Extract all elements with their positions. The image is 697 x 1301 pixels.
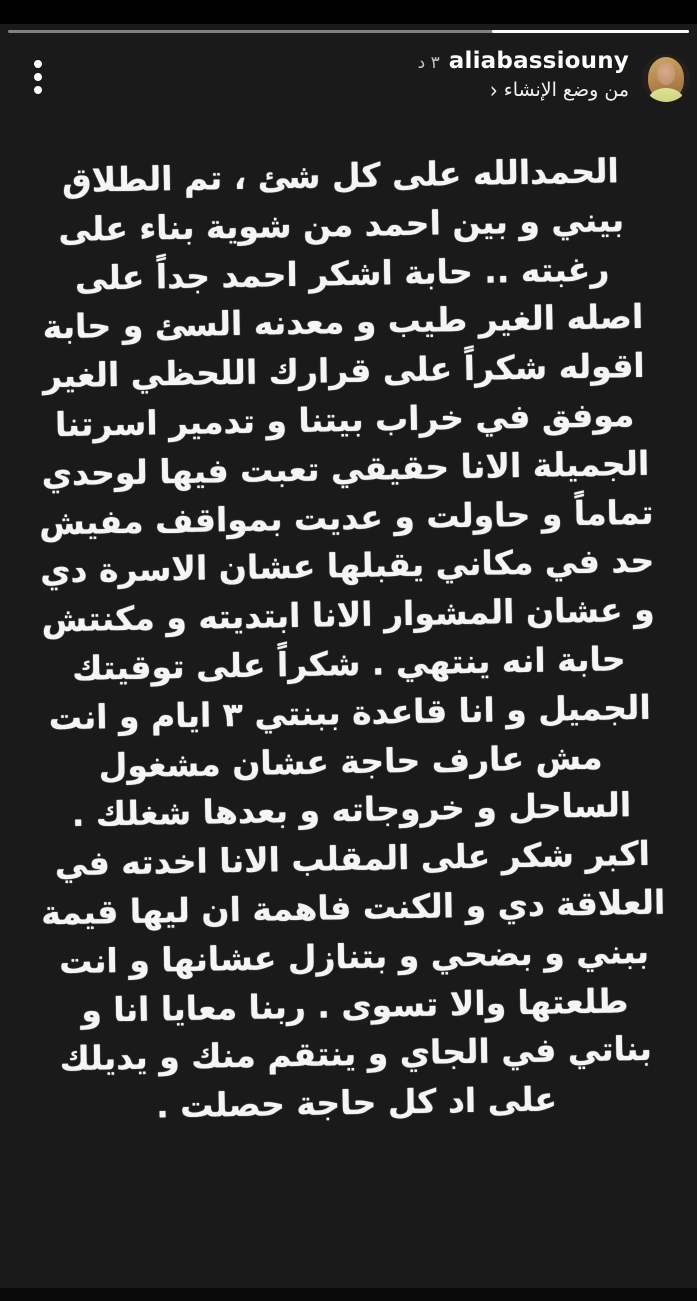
bottom-letterbox [0, 1288, 697, 1301]
story-text-line: موفق في خراب بيتنا و تدمير اسرتنا [54, 394, 635, 445]
story-text-line: اصله الغير طيب و معدنه السئ و حابة [42, 297, 644, 347]
story-text-line: الجميل و انا قاعدة ببنتي ٣ ايام و انت [48, 687, 652, 738]
story-text-line: حد في مكاني يقبلها عشان الاسرة دي [39, 541, 655, 591]
story-progress-bar [8, 30, 689, 33]
kebab-menu-icon [34, 86, 42, 94]
story-canvas[interactable] [0, 24, 697, 1301]
story-text-line: على اد كل حاجة حصلت . [155, 1079, 558, 1126]
story-text-line: الساحل و خروجاته و بعدها شغلك . [71, 785, 632, 835]
avatar[interactable] [642, 54, 690, 102]
chevron-left-icon: ‹ [489, 76, 498, 104]
story-text-line: و عشان المشوار الانا ابتديته و مكنتش [41, 589, 655, 640]
story-text-line: حابة انه ينتهي . شكراً على توقيتك [71, 639, 626, 688]
story-text-line: اكبر شكر على المقلب الانا اخدته في [54, 833, 651, 884]
kebab-menu-icon [34, 60, 42, 68]
story-text-line: الجميلة الانا حقيقي تعبت فيها لوحدي [41, 443, 650, 494]
more-options-button[interactable] [31, 60, 45, 94]
source-label-button[interactable] [418, 76, 629, 104]
story-text-line: بناتي في الجاي و ينتقم منك و يديلك [59, 1029, 653, 1079]
story-text-line: العلاقة دي و الكنت فاهمة ان ليها قيمة [40, 882, 666, 933]
story-progress-fill [492, 30, 689, 33]
story-text-line: اقوله شكراً على قرارك اللحظي الغير [42, 345, 646, 396]
story-text-line: طلعتها والا تسوى . ربنا معايا انا و [80, 980, 629, 1030]
avatar-art-face [657, 62, 675, 85]
kebab-menu-icon [34, 73, 42, 81]
story-text-line: بيني و بين احمد من شوية بناء على [58, 199, 625, 249]
username-row [418, 48, 629, 74]
story-timestamp: ٣ د [417, 53, 440, 73]
story-text-line: الحمدالله على كل شئ ، تم الطلاق [61, 151, 620, 200]
story-text-line: رغبته .. حابة اشكر احمد جداً على [74, 248, 610, 298]
story-text-line: تماماً و حاولت و عديت بمواقف مفيش [38, 492, 654, 542]
username[interactable]: aliabassiouny [448, 48, 629, 74]
story-text-block [26, 147, 672, 1134]
source-label: من وضع الإنشاء [503, 79, 629, 101]
story-header [417, 48, 629, 104]
story-text-line: مش عارف حاجة عشان مشغول [98, 737, 603, 785]
story-text-line: ببني و بضحي و بتنازل عشانها و انت [58, 931, 650, 981]
